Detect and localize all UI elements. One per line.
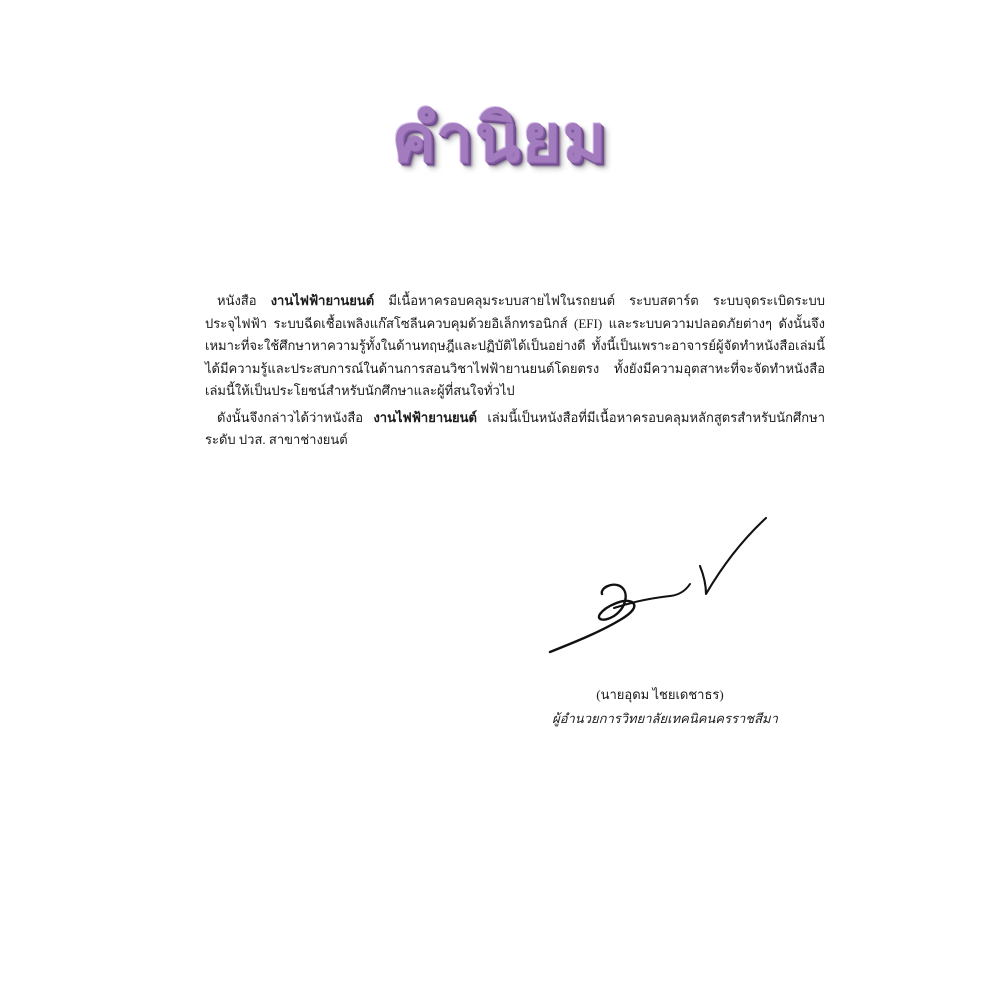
paragraph-1-lead: หนังสือ (217, 293, 271, 308)
handwritten-signature (540, 510, 780, 660)
page-title: คำนิยม (391, 100, 609, 178)
signer-name: (นายอุดม ไชยเดชาธร) (596, 687, 724, 702)
paragraph-1 (205, 290, 825, 403)
paragraph-2 (205, 407, 825, 452)
paragraph-2-lead: ดังนั้นจึงกล่าวได้ว่าหนังสือ (217, 409, 374, 425)
signer-position: ผู้อำนวยการวิทยาลัยเทคนิคนครราชสีมา (552, 711, 778, 726)
signature-stroke-swoosh (700, 518, 766, 594)
paragraph-2-book-title: งานไฟฟ้ายานยนต์ (373, 409, 477, 425)
signature-stroke-main (550, 585, 634, 652)
paragraph-1-body: มีเนื้อหาครอบคลุมระบบสายไฟในรถยนต์ ระบบสตาร์ต ระบบจุดระเบิดระบบประจุไฟฟ้า ระบบฉีดเชื้อเพลิงแก๊สโซลีนควบคุมด้วยอิเล็กทรอนิกส์ (EFI) และระบบความปลอดภัยต่างๆ ดังนั้นจึงเหมาะที่จะใช้ศึกษาหาความรู้ทั้งในด้านทฤษฎีและปฏิบัติได้เป็นอย่างดี ทั้งนี้เป็นเพราะอาจารย์ผู้จัดทำหนังสือเล่มนี้ได้มีความรู้และประสบการณ์ในด้านการสอนวิชาไฟฟ้ายานยนต์โดยตรง ทั้งยังมีความอุตสาหะที่จะจัดทำหนังสือเล่มนี้ให้เป็นประโยชน์สำหรับนักศึกษาและผู้ที่สนใจทั่วไป (205, 293, 825, 398)
paragraph-1-book-title: งานไฟฟ้ายานยนต์ (270, 293, 375, 308)
paragraph-2-body: เล่มนี้เป็นหนังสือที่มีเนื้อหาครอบคลุมหลักสูตรสำหรับนักศึกษา ระดับ ปวส. สาขาช่างยนต์ (205, 409, 825, 447)
foreword-body (205, 290, 825, 456)
